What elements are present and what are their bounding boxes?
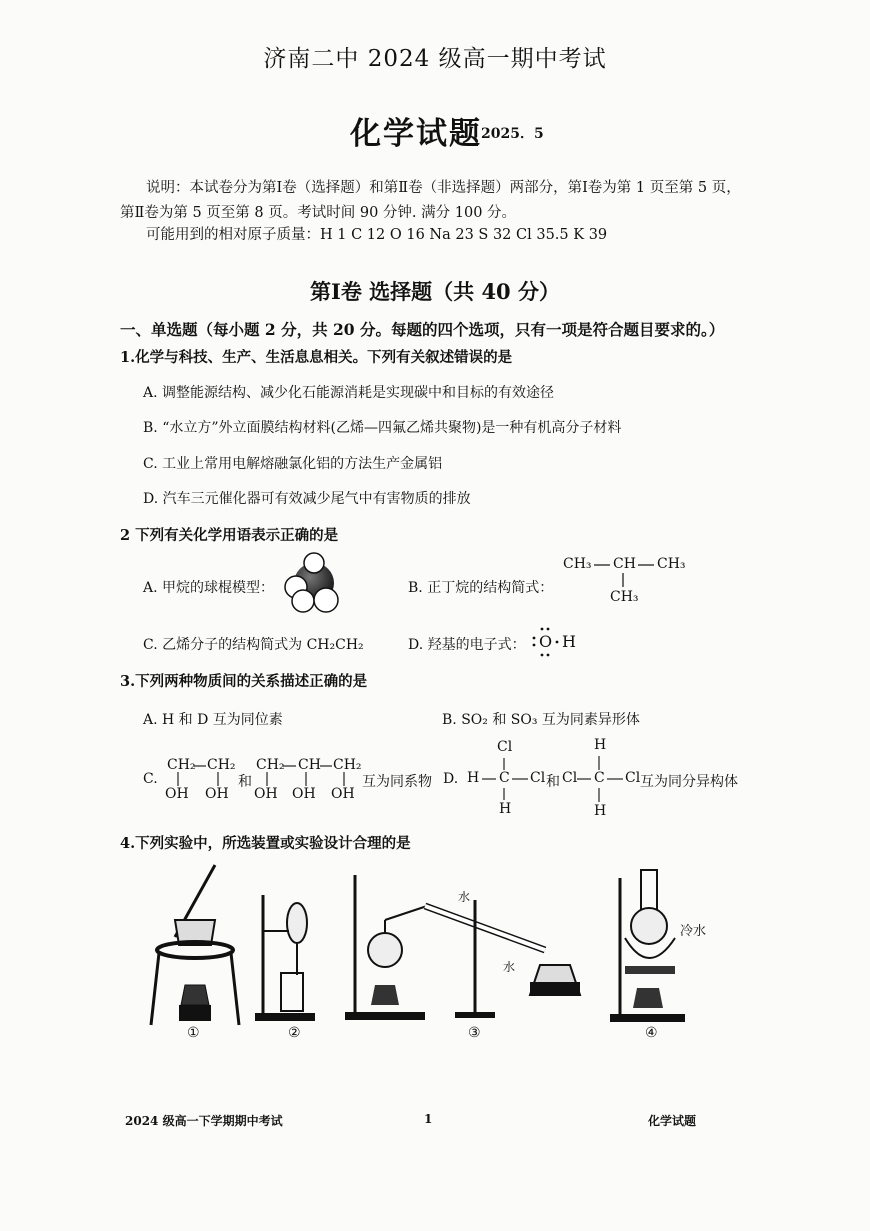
dcm1-c: C [499, 770, 510, 786]
question-2-option-d: D. 羟基的电子式： [408, 637, 526, 653]
dcm1-h-bottom: H [499, 801, 512, 817]
question-1-option-b: B. “水立方”外立面膜结构材料(乙烯—四氟乙烯共聚物)是一种有机高分子材料 [143, 420, 622, 436]
dcm1-cl-top: Cl [497, 739, 513, 755]
glycerol-oh-b: OH [292, 786, 316, 802]
question-1-option-d: D. 汽车三元催化器可有效减少尾气中有害物质的排放 [143, 491, 471, 507]
butane-bonds [594, 565, 664, 591]
glycerol-oh-a: OH [254, 786, 278, 802]
question-3-option-d-label: D. [443, 771, 459, 787]
glycerol-ch2-a: CH₂ [256, 757, 285, 773]
question-2-option-b: B. 正丁烷的结构简式： [408, 580, 554, 596]
question-3-option-c-and: 和 [238, 774, 252, 790]
dcm2-cl-left: Cl [562, 770, 578, 786]
part-heading: 一、单选题（每小题 2 分，共 20 分。每题的四个选项，只有一项是符合题目要求的。） [120, 320, 725, 339]
apparatus-2-funnel [255, 895, 325, 1025]
butane-ch3-left: CH₃ [563, 556, 592, 572]
dcm1-cl-right: Cl [530, 770, 546, 786]
atomic-masses: 可能用到的相对原子质量：H 1 C 12 O 16 Na 23 S 32 Cl 35.5 K 39 [146, 227, 608, 243]
question-3-option-b: B. SO₂ 和 SO₃ 互为同素异形体 [442, 712, 640, 728]
glycol-ch2-a: CH₂ [167, 757, 196, 773]
question-3-option-c-suffix: 互为同系物 [362, 774, 432, 790]
question-3-stem: 3.下列两种物质间的关系描述正确的是 [120, 673, 368, 690]
methane-ball-stick-model [283, 553, 345, 613]
hydroxyl-hydrogen: H [562, 632, 576, 651]
question-1-option-a: A. 调整能源结构、减少化石能源消耗是实现碳中和目标的有效途径 [143, 385, 555, 401]
apparatus-1-evaporation [145, 865, 245, 1025]
apparatus-4-sublimation [605, 868, 695, 1023]
question-2-stem: 2 下列有关化学用语表示正确的是 [120, 527, 339, 544]
alcohol-bonds [160, 766, 370, 792]
butane-ch3-right: CH₃ [657, 556, 686, 572]
dichloromethane-bonds [470, 756, 640, 806]
electron-dots [532, 626, 562, 660]
footer-subject: 化学试题 [648, 1114, 697, 1128]
footer-exam-name: 2024 级高一下学期期中考试 [125, 1114, 283, 1128]
question-2-option-c: C. 乙烯分子的结构简式为 CH₂CH₂ [143, 637, 364, 653]
exam-title: 济南二中 2024 级高一期中考试 [263, 46, 607, 72]
glycol-oh-b: OH [205, 786, 229, 802]
dcm1-h-left: H [467, 770, 480, 786]
glycol-ch2-b: CH₂ [207, 757, 236, 773]
question-3-option-a: A. H 和 D 互为同位素 [143, 712, 283, 728]
glycerol-ch: CH [298, 757, 321, 773]
ethylene-formula: CH₂CH₂ [306, 637, 364, 653]
apparatus-label-1: ① [187, 1025, 200, 1041]
question-3-option-c-label: C. [143, 771, 158, 787]
instruction-line-1: 说明：本试卷分为第Ⅰ卷（选择题）和第Ⅱ卷（非选择题）两部分，第Ⅰ卷为第 1 页至第 5 页， [146, 180, 741, 196]
exam-date: 2025．5 [481, 126, 544, 142]
apparatus-label-4: ④ [645, 1025, 658, 1041]
footer-page-number: 1 [424, 1112, 433, 1126]
glycerol-oh-c: OH [331, 786, 355, 802]
glycerol-ch2-b: CH₂ [333, 757, 362, 773]
subject-title: 化学试题 [350, 116, 482, 152]
condenser-water-out: 水 [503, 960, 516, 974]
question-3-option-d-suffix: 互为同分异构体 [640, 774, 738, 790]
apparatus-label-3: ③ [468, 1025, 481, 1041]
apparatus-label-2: ② [288, 1025, 301, 1041]
butane-ch: CH [613, 556, 636, 572]
instruction-line-2: 第Ⅱ卷为第 5 页至第 8 页。考试时间 90 分钟. 满分 100 分。 [120, 205, 517, 221]
question-2-option-a: A. 甲烷的球棍模型： [143, 580, 275, 596]
butane-ch3-bottom: CH₃ [610, 589, 639, 605]
question-3-option-d-and: 和 [546, 774, 560, 790]
condenser-water-in: 水 [458, 890, 471, 904]
question-1-option-c: C. 工业上常用电解熔融氯化铝的方法生产金属铝 [143, 456, 443, 472]
dcm2-cl-right: Cl [625, 770, 641, 786]
dcm2-h-top: H [594, 737, 607, 753]
section-title: 第Ⅰ卷 选择题（共 40 分） [310, 279, 560, 304]
hydroxyl-oxygen: O [539, 632, 553, 651]
glycol-oh-a: OH [165, 786, 189, 802]
dcm2-c: C [594, 770, 605, 786]
question-1-stem: 1.化学与科技、生产、生活息息相关。下列有关叙述错误的是 [120, 349, 513, 366]
cold-water-label: 冷水 [680, 924, 707, 939]
dcm2-h-bottom: H [594, 803, 607, 819]
question-4-stem: 4.下列实验中，所选装置或实验设计合理的是 [120, 835, 411, 852]
